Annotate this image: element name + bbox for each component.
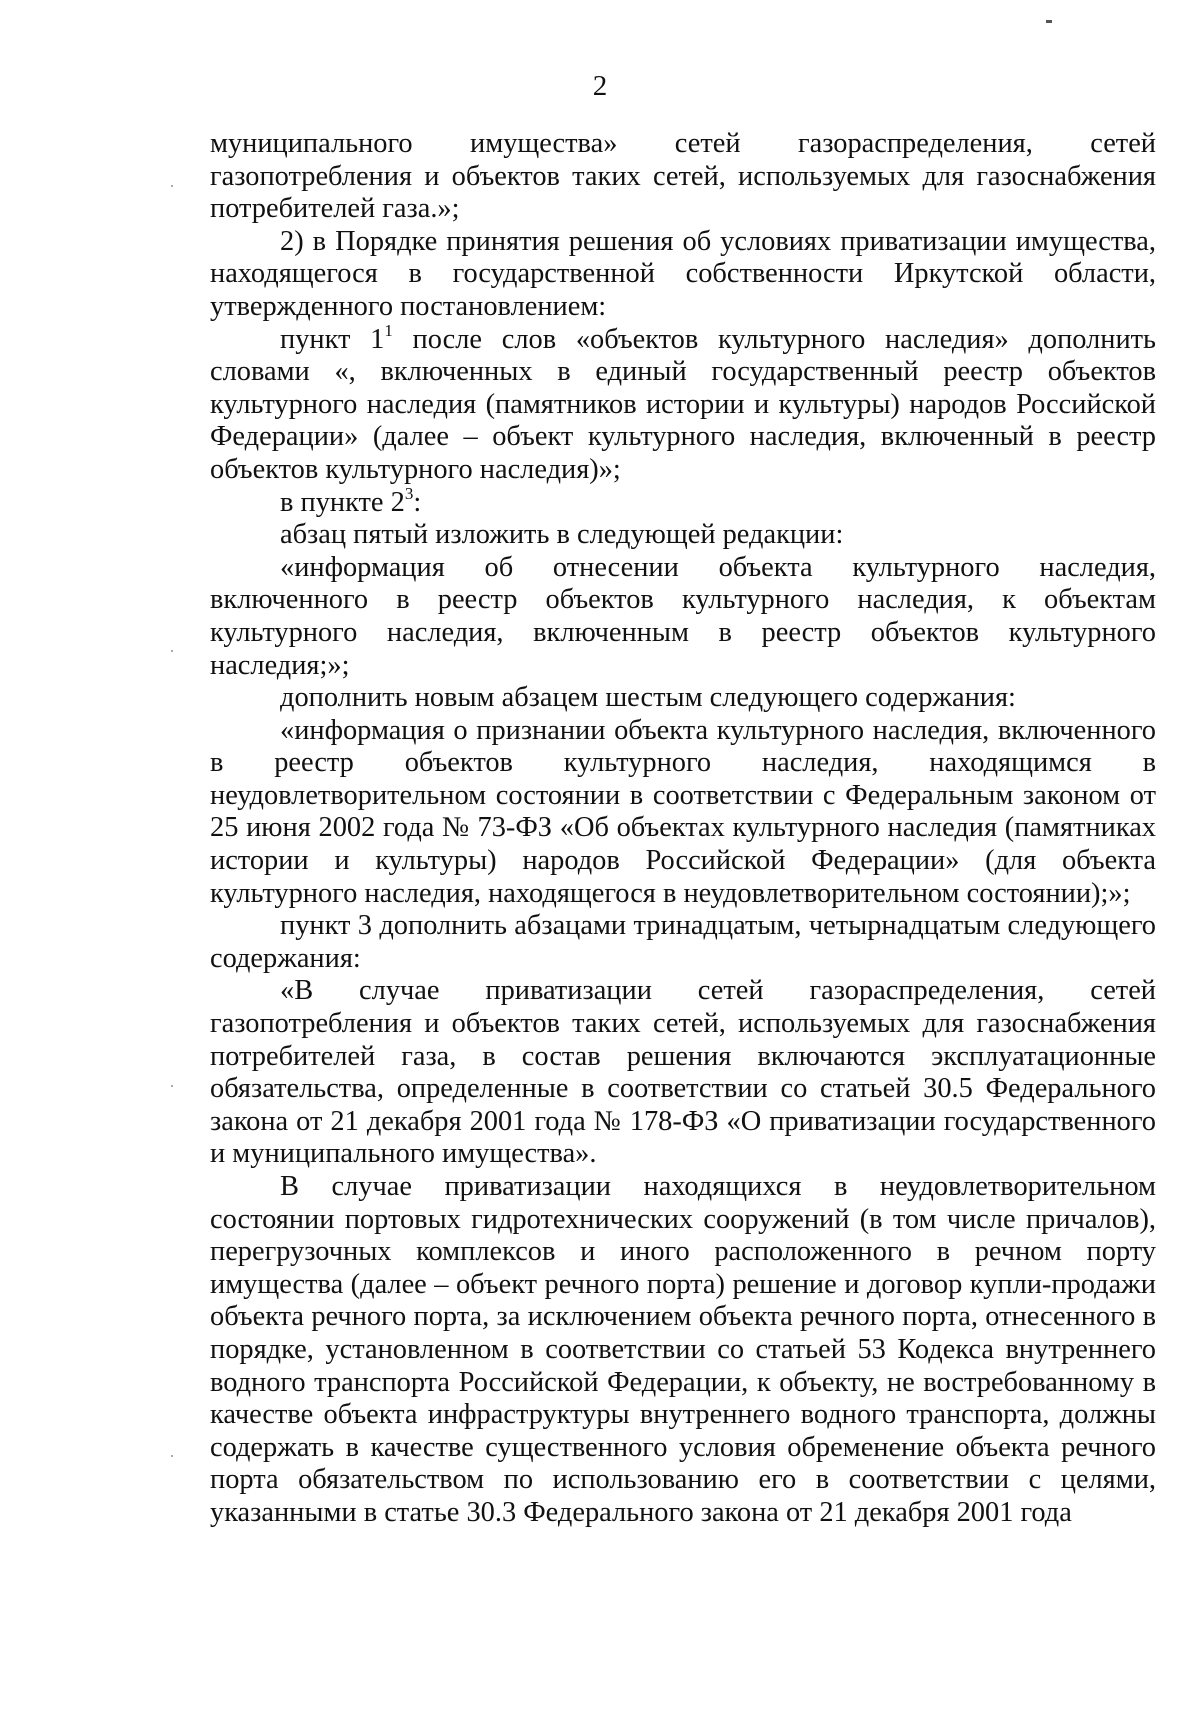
- scan-speck: [171, 650, 173, 652]
- paragraph-text: после слов «объектов культурного наследия» дополнить словами «, включенных в единый государственный реестр объектов культурного наследия (памятников истории и культуры) народов Российской Федерации» (далее – объект культурного наследия, включенный в реестр объектов культурного наследия)»;: [210, 323, 1156, 485]
- scan-speck: [171, 1455, 173, 1457]
- scan-speck: [171, 185, 173, 187]
- paragraph: «В случае приватизации сетей газораспределения, сетей газопотребления и объектов таких сетей, используемых для газоснабжения потребителей газа, в состав решения включаются эксплуатационные обязательства, определенные в соответствии со статьей 30.5 Федерального закона от 21 декабря 2001 года № 178-ФЗ «О приватизации государственного и муниципального имущества».: [210, 975, 1156, 1170]
- scan-speck: [171, 1085, 173, 1087]
- paragraph: В случае приватизации находящихся в неудовлетворительном состоянии портовых гидротехнических сооружений (в том числе причалов), перегрузочных комплексов и иного расположенного в речном порту имущества (далее – объект речного порта) решение и договор купли-продажи объекта речного порта, за исключением объекта речного порта, отнесенного в порядке, установленном в соответствии со статьей 53 Кодекса внутреннего водного транспорта Российской Федерации, к объекту, не востребованному в качестве объекта инфраструктуры внутреннего водного транспорта, должны содержать в качестве существенного условия обременение объекта речного порта обязательством по использованию его в соответствии с целями, указанными в статье 30.3 Федерального закона от 21 декабря 2001 года: [210, 1171, 1156, 1528]
- paragraph-text: :: [413, 486, 422, 518]
- paragraph: муниципального имущества» сетей газораспределения, сетей газопотребления и объектов таких сетей, используемых для газоснабжения потребителей газа.»;: [210, 128, 1156, 225]
- document-body: [210, 128, 1156, 1530]
- paragraph: «информация о признании объекта культурного наследия, включенного в реестр объектов культурного наследия, находящимся в неудовлетворительном состоянии в соответствии с Федеральным законом от 25 июня 2002 года № 73-ФЗ «Об объектах культурного наследия (памятниках истории и культуры) народов Российской Федерации» (для объекта культурного наследия, находящегося в неудовлетворительном состоянии);»;: [210, 714, 1156, 909]
- superscript: 1: [384, 320, 393, 340]
- paragraph: дополнить новым абзацем шестым следующего содержания:: [280, 682, 1016, 714]
- paragraph: [210, 483, 1156, 520]
- paragraph-text: пункт 1: [280, 323, 385, 355]
- paragraph: «информация об отнесении объекта культурного наследия, включенного в реестр объектов культурного наследия, к объектам культурного наследия, включенным в реестр объектов культурного наследия;»;: [210, 551, 1156, 681]
- paragraph-text: в пункте 2: [280, 486, 405, 518]
- scan-speck: [1046, 20, 1052, 23]
- paragraph: абзац пятый изложить в следующей редакции:: [280, 519, 844, 551]
- paragraph: 2) в Порядке принятия решения об условиях приватизации имущества, находящегося в государственной собственности Иркутской области, утвержденного постановлением:: [210, 225, 1156, 322]
- paragraph: [210, 320, 1156, 487]
- page-number: 2: [592, 70, 608, 102]
- paragraph: пункт 3 дополнить абзацами тринадцатым, четырнадцатым следующего содержания:: [210, 910, 1156, 974]
- superscript: 3: [404, 483, 414, 503]
